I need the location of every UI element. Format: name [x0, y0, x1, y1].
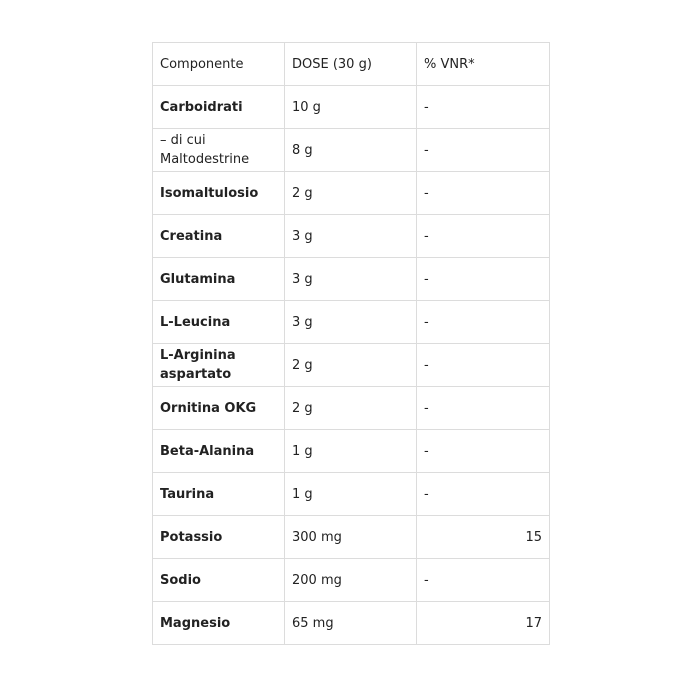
table-row — [153, 602, 550, 645]
component-name: Creatina — [153, 215, 285, 258]
table-body — [153, 43, 550, 645]
header-dose: DOSE (30 g) — [285, 43, 417, 86]
component-name: Potassio — [153, 516, 285, 559]
table-row — [153, 473, 550, 516]
vnr-value: 15 — [417, 516, 550, 559]
component-name: Beta-Alanina — [153, 430, 285, 473]
vnr-value: - — [417, 129, 550, 172]
dose-value: 1 g — [285, 473, 417, 516]
dose-value: 10 g — [285, 86, 417, 129]
dose-value: 65 mg — [285, 602, 417, 645]
component-name: Taurina — [153, 473, 285, 516]
table-row — [153, 516, 550, 559]
component-name: Sodio — [153, 559, 285, 602]
table-row — [153, 430, 550, 473]
component-name: L-Arginina aspartato — [153, 344, 285, 387]
vnr-value: - — [417, 258, 550, 301]
component-name: Carboidrati — [153, 86, 285, 129]
dose-value: 3 g — [285, 301, 417, 344]
header-vnr: % VNR* — [417, 43, 550, 86]
component-name: – di cui Maltodestrine — [153, 129, 285, 172]
table-row — [153, 258, 550, 301]
vnr-value: - — [417, 301, 550, 344]
header-component: Componente — [153, 43, 285, 86]
vnr-value: - — [417, 559, 550, 602]
vnr-value: - — [417, 86, 550, 129]
vnr-value: - — [417, 172, 550, 215]
vnr-value: - — [417, 430, 550, 473]
component-name: Glutamina — [153, 258, 285, 301]
dose-value: 1 g — [285, 430, 417, 473]
dose-value: 2 g — [285, 344, 417, 387]
table-row — [153, 215, 550, 258]
vnr-value: - — [417, 473, 550, 516]
table-row — [153, 559, 550, 602]
component-name: Magnesio — [153, 602, 285, 645]
table-row — [153, 129, 550, 172]
vnr-value: 17 — [417, 602, 550, 645]
table-row — [153, 387, 550, 430]
nutrition-table — [152, 42, 550, 645]
table-row — [153, 86, 550, 129]
dose-value: 3 g — [285, 258, 417, 301]
table-row — [153, 172, 550, 215]
component-name: Ornitina OKG — [153, 387, 285, 430]
table-row — [153, 301, 550, 344]
dose-value: 2 g — [285, 172, 417, 215]
dose-value: 2 g — [285, 387, 417, 430]
dose-value: 200 mg — [285, 559, 417, 602]
dose-value: 8 g — [285, 129, 417, 172]
vnr-value: - — [417, 387, 550, 430]
table-row — [153, 344, 550, 387]
dose-value: 3 g — [285, 215, 417, 258]
vnr-value: - — [417, 215, 550, 258]
dose-value: 300 mg — [285, 516, 417, 559]
component-name: L-Leucina — [153, 301, 285, 344]
table-header-row — [153, 43, 550, 86]
component-name: Isomaltulosio — [153, 172, 285, 215]
vnr-value: - — [417, 344, 550, 387]
